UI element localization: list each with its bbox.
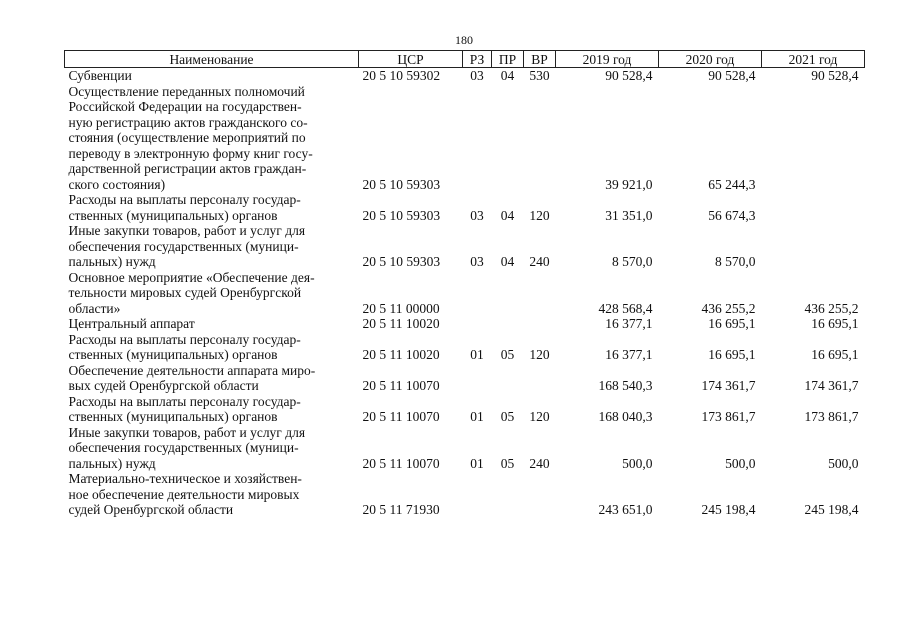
name-line: Материально-техническое и хозяйствен- [68,471,302,486]
cell-name [65,425,359,472]
cell-rz: 01 [470,455,484,471]
table-row [65,68,865,84]
cell-rz: 03 [470,68,484,83]
table-row [65,471,865,518]
name-line: ное обеспечение деятельности мировых [68,486,300,502]
name-line: переводу в электронную форму книг госу- [68,145,313,161]
cell-2019: 39 921,0 [605,176,653,192]
cell-vr [524,471,556,518]
cell-name [65,223,359,270]
header-2021: 2021 год [762,51,865,68]
cell-csr: 20 5 10 59303 [362,176,441,192]
cell-name [65,363,359,394]
table-row [65,270,865,317]
cell-2020: 245 198,4 [701,502,756,517]
cell-rz: 03 [470,207,484,223]
cell-name [65,84,359,193]
header-2020: 2020 год [659,51,762,68]
name-line: Иные закупки товаров, работ и услуг для [68,424,306,440]
cell-rz: 01 [470,347,484,362]
table-row [65,425,865,472]
table-row [65,332,865,363]
name-line: ского состояния) [68,176,166,192]
table-row [65,316,865,332]
cell-csr: 20 5 11 10070 [362,409,440,424]
cell-2019: 8 570,0 [612,254,653,269]
cell-2020: 174 361,7 [701,378,756,393]
cell-2020: 16 695,1 [708,316,756,331]
cell-2021: 500,0 [828,455,859,471]
cell-csr: 20 5 11 10020 [362,347,440,362]
cell-2020: 90 528,4 [708,68,756,83]
cell-rz [463,471,492,518]
header-vr: ВР [524,51,556,68]
cell-2020: 436 255,2 [701,300,756,316]
table-row [65,223,865,270]
name-line: стояния (осуществление мероприятий по [68,130,306,145]
name-line: дарственной регистрации актов граждан- [68,161,307,176]
name-line: Осуществление переданных полномочий [68,83,305,99]
cell-csr: 20 5 11 10020 [362,316,440,331]
name-line: Обеспечение деятельности аппарата миро- [68,362,316,378]
cell-vr: 240 [529,254,550,269]
cell-vr [524,316,556,332]
name-line: ную регистрацию актов гражданского со- [68,114,308,130]
cell-pr: 04 [500,254,515,269]
cell-pr [492,316,524,332]
cell-rz: 03 [470,254,484,269]
page-number: 180 [455,33,473,47]
cell-pr [492,471,524,518]
cell-name [65,270,359,317]
cell-2021 [762,84,865,193]
cell-name [65,394,359,425]
cell-2020: 500,0 [725,455,756,471]
cell-vr: 120 [529,207,550,223]
cell-2020: 65 244,3 [708,176,756,192]
cell-2020: 56 674,3 [708,207,756,223]
name-line: Центральный аппарат [68,316,195,331]
cell-vr: 120 [529,347,550,362]
name-line: Субвенции [68,68,132,83]
cell-csr: 20 5 11 10070 [362,378,440,393]
name-line: вых судей Оренбургской области [68,378,259,393]
cell-2020: 16 695,1 [708,347,756,362]
name-line: судей Оренбургской области [68,502,234,517]
name-line: пальных) нужд [68,455,156,471]
table-header-row [65,51,865,68]
cell-2021: 16 695,1 [811,347,859,362]
cell-rz [463,84,492,193]
cell-2019: 243 651,0 [598,502,653,517]
cell-csr: 20 5 11 10070 [362,455,440,471]
cell-vr [524,84,556,193]
cell-rz [463,363,492,394]
cell-name [65,192,359,223]
cell-2021: 436 255,2 [804,300,859,316]
name-line: ственных (муниципальных) органов [68,207,278,223]
cell-2019: 31 351,0 [605,207,653,223]
header-pr: ПР [492,51,524,68]
cell-2021 [762,223,865,270]
cell-name [65,471,359,518]
cell-csr: 20 5 10 59303 [362,207,441,223]
cell-pr [492,84,524,193]
header-csr: ЦСР [359,51,463,68]
cell-2020: 8 570,0 [715,254,756,269]
name-line: Расходы на выплаты персоналу государ- [68,393,301,409]
cell-csr: 20 5 11 00000 [362,300,440,316]
table-body [65,68,865,518]
cell-pr: 05 [500,409,515,424]
cell-2019: 90 528,4 [605,68,653,83]
cell-2021: 90 528,4 [811,68,859,83]
header-rz: РЗ [463,51,492,68]
header-name: Наименование [65,51,359,68]
cell-2019: 16 377,1 [605,347,653,362]
budget-table [64,50,865,518]
cell-2021: 173 861,7 [804,409,859,424]
table-row [65,394,865,425]
name-line: тельности мировых судей Оренбургской [68,285,302,300]
cell-csr: 20 5 11 71930 [362,502,440,517]
cell-name [65,68,359,84]
cell-2021 [762,192,865,223]
cell-vr: 530 [529,68,550,83]
cell-csr: 20 5 10 59303 [362,254,441,269]
name-line: обеспечения государственных (муници- [68,238,299,254]
cell-vr: 120 [529,409,550,424]
name-line: Иные закупки товаров, работ и услуг для [68,223,306,238]
cell-vr [524,270,556,317]
name-line: ственных (муниципальных) органов [68,347,278,362]
cell-pr: 04 [500,68,515,83]
cell-2019: 168 040,3 [598,409,653,424]
cell-2019: 168 540,3 [598,378,653,393]
cell-pr: 05 [500,347,515,362]
name-line: Основное мероприятие «Обеспечение дея- [68,269,315,285]
name-line: ственных (муниципальных) органов [68,409,278,424]
table-row [65,192,865,223]
name-line: области» [68,300,121,316]
name-line: Расходы на выплаты персоналу государ- [68,331,301,347]
name-line: Расходы на выплаты персоналу государ- [68,192,301,207]
header-2019: 2019 год [556,51,659,68]
cell-pr [492,270,524,317]
cell-name [65,332,359,363]
cell-2021: 16 695,1 [811,316,859,331]
table-row [65,363,865,394]
cell-name [65,316,359,332]
cell-2021: 174 361,7 [804,378,859,393]
cell-vr [524,363,556,394]
cell-pr: 05 [500,455,515,471]
table-row [65,84,865,193]
cell-2019: 500,0 [622,455,653,471]
cell-rz [463,316,492,332]
cell-rz [463,270,492,317]
cell-2019: 428 568,4 [598,300,653,316]
cell-pr: 04 [500,207,515,223]
name-line: Российской Федерации на государствен- [68,99,302,114]
cell-csr: 20 5 10 59302 [362,68,441,83]
cell-2020: 173 861,7 [701,409,756,424]
name-line: обеспечения государственных (муници- [68,440,299,455]
cell-2021: 245 198,4 [804,502,859,517]
cell-2019: 16 377,1 [605,316,653,331]
cell-vr: 240 [529,455,550,471]
cell-rz: 01 [470,409,484,424]
name-line: пальных) нужд [68,254,156,269]
cell-pr [492,363,524,394]
